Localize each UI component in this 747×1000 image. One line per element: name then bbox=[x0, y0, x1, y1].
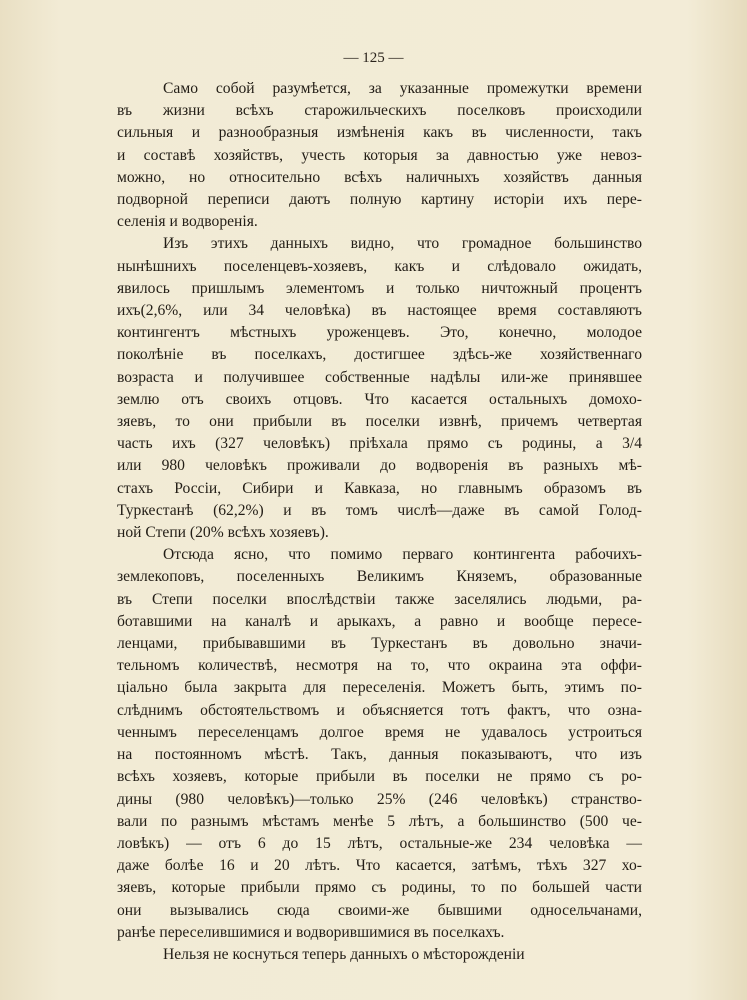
text-line: сильныя и разнообразныя измѣненія какъ въ численности, такъ bbox=[117, 124, 642, 142]
paragraph-3 bbox=[117, 544, 642, 944]
text-line: въ жизни всѣхъ старожильческихъ поселковъ происходили bbox=[117, 102, 642, 120]
text-line: нынѣшнихъ поселенцевъ-хозяевъ, какъ и слѣдовало ожидать, bbox=[117, 257, 642, 275]
text-line: стахъ Россіи, Сибири и Кавказа, но главнымъ образомъ въ bbox=[117, 479, 642, 497]
text-line: зяевъ, которые прибыли прямо съ родины, то по большей части bbox=[117, 879, 642, 897]
page-number: — 125 — bbox=[343, 50, 404, 66]
text-line: Изъ этихъ данныхъ видно, что громадное большинство bbox=[163, 235, 642, 253]
text-line: слѣднимъ обстоятельствомъ и объясняется тотъ фактъ, что озна- bbox=[117, 701, 642, 719]
text-line: ленцами, прибывавшими въ Туркестанъ въ довольно значи- bbox=[117, 635, 642, 653]
text-line: зяевъ, то они прибыли въ поселки извнѣ, причемъ четвертая bbox=[117, 413, 642, 431]
paragraph-2 bbox=[117, 233, 642, 544]
text-line: землю отъ своихъ отцовъ. Что касается остальныхъ домохо- bbox=[117, 390, 642, 408]
text-line: даже болѣе 16 и 20 лѣтъ. Что касается, затѣмъ, тѣхъ 327 хо- bbox=[117, 857, 642, 875]
text-line: на постоянномъ мѣстѣ. Такъ, данныя показываютъ, что изъ bbox=[117, 746, 642, 764]
text-line: въ Степи поселки впослѣдствіи также заселялись людьми, ра- bbox=[117, 590, 642, 608]
text-line: всѣхъ хозяевъ, которые прибыли въ поселки не прямо съ ро- bbox=[117, 768, 642, 786]
paragraph-1 bbox=[117, 78, 642, 233]
text-line: часть ихъ (327 человѣкъ) пріѣхала прямо съ родины, а 3/4 bbox=[117, 435, 642, 453]
body-text bbox=[117, 78, 642, 966]
text-line: поколѣніе въ поселкахъ, достигшее здѣсь-же хозяйственнаго bbox=[117, 346, 642, 364]
text-line: Нельзя не коснуться теперь данныхъ о мѣсторожденіи bbox=[163, 945, 525, 963]
text-line: и составѣ хозяйствъ, учесть которыя за давностью уже невоз- bbox=[117, 146, 642, 164]
text-line: контингентъ мѣстныхъ уроженцевъ. Это, конечно, молодое bbox=[117, 324, 642, 342]
text-line: вали по разнымъ мѣстамъ менѣе 5 лѣтъ, а большинство (500 че- bbox=[117, 812, 642, 830]
text-line: возраста и получившее собственные надѣлы или-же принявшее bbox=[117, 368, 642, 386]
text-line: можно, но относительно всѣхъ наличныхъ хозяйствъ данныя bbox=[117, 168, 642, 186]
text-line: тельномъ количествѣ, несмотря на то, что окраина эта оффи- bbox=[117, 657, 642, 675]
text-line: ціально была закрыта для переселенія. Можетъ быть, этимъ по- bbox=[117, 679, 642, 697]
text-line: ихъ(2,6%, или 34 человѣка) въ настоящее время составляютъ bbox=[117, 302, 642, 320]
text-line: явилось пришлымъ элементомъ и только ничтожный процентъ bbox=[117, 279, 642, 297]
text-line: ной Степи (20% всѣхъ хозяевъ). bbox=[117, 524, 329, 542]
paragraph-4 bbox=[117, 944, 642, 966]
text-line: селенія и водворенія. bbox=[117, 213, 258, 231]
text-line: Само собой разумѣется, за указанные промежутки времени bbox=[163, 80, 642, 97]
text-line: Отсюда ясно, что помимо перваго контингента рабочихъ- bbox=[163, 546, 642, 564]
text-line: землекоповъ, поселенныхъ Великимъ Княземъ, образованные bbox=[117, 568, 642, 586]
text-line: Туркестанѣ (62,2%) и въ томъ числѣ—даже въ самой Голод- bbox=[117, 501, 642, 519]
text-line: ранѣе переселившимися и водворившимися въ поселкахъ. bbox=[117, 923, 505, 941]
text-line: ловѣкъ) — отъ 6 до 15 лѣтъ, остальные-же 234 человѣка — bbox=[117, 834, 642, 852]
text-line: или 980 человѣкъ проживали до водворенія въ разныхъ мѣ- bbox=[117, 457, 642, 475]
text-line: ботавшими на каналѣ и арыкахъ, а равно и вообще пересе- bbox=[117, 612, 642, 630]
text-line: ченнымъ переселенцамъ долгое время не удавалось устроиться bbox=[117, 723, 642, 741]
text-line: дины (980 человѣкъ)—только 25% (246 человѣкъ) странство- bbox=[117, 790, 642, 808]
text-line: они вызывались сюда своими-же бывшими односельчанами, bbox=[117, 901, 642, 919]
text-line: подворной переписи даютъ полную картину исторіи ихъ пере- bbox=[117, 191, 642, 209]
